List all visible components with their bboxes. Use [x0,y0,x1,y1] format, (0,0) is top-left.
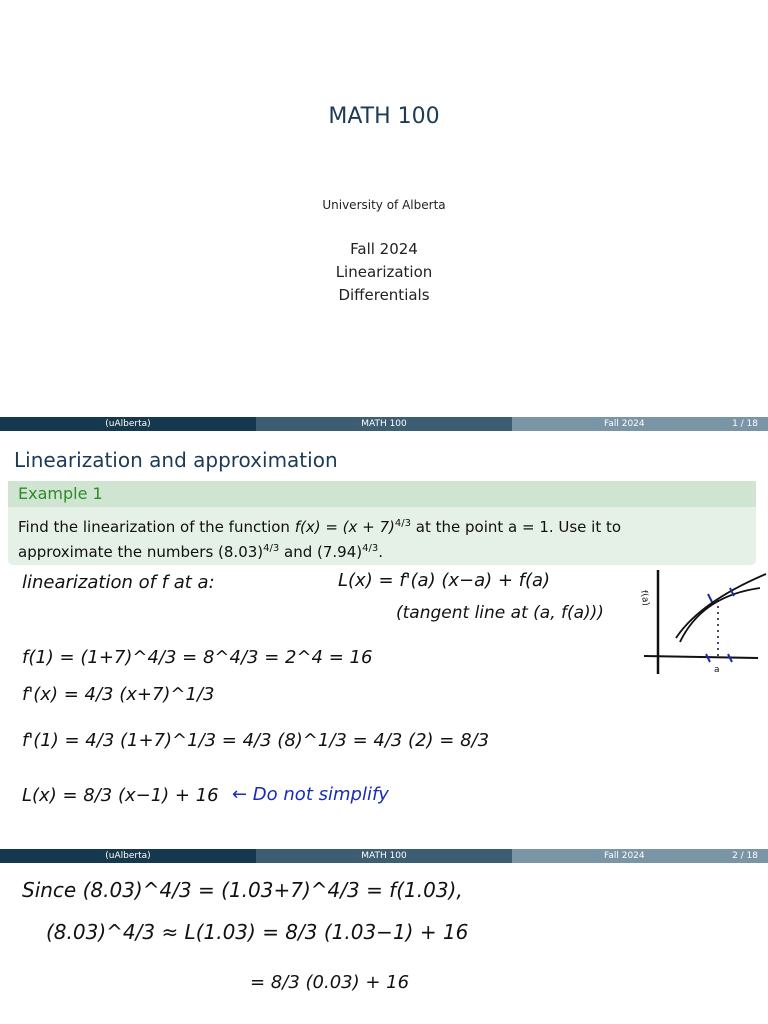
footer-bar-1 [0,417,768,431]
example-line-2: approximate the numbers $(8.03)^{4/3}$ and $(7.94)^{4/3}$. [18,543,383,561]
topic-differentials: Differentials [338,286,430,304]
hw-f-of-1: f(1) = (1+7)^4/3 = 8^4/3 = 2^4 = 16 [22,647,373,668]
footer-term: Fall 2024 [604,851,645,861]
sketch-a-label: a [714,665,720,675]
footer-institution: (uAlberta) [0,417,256,431]
hw-derivative: f'(x) = 4/3 (x+7)^1/3 [22,684,215,705]
footer-course: MATH 100 [256,849,512,863]
term: Fall 2024 [350,240,418,258]
hw-approximation-line: (8.03)^4/3 ≈ L(1.03) = 8/3 (1.03−1) + 16 [46,920,469,944]
sketch-tangent-line [676,574,766,638]
sketch-blue-marks [706,588,734,662]
example-line-1: Find the linearization of the function $f(x) = (x + 7)^{4/3}$ at the point a = 1. Use it to [18,518,622,536]
footer-right [512,849,768,863]
footer-course: MATH 100 [256,417,512,431]
hw-linearization-label: linearization of f at a: [22,572,215,593]
footer-term: Fall 2024 [604,419,645,429]
footer-right [512,417,768,431]
sketch-fa-label: f(a) [638,589,651,607]
tangent-line-sketch [640,566,768,676]
example-body [8,507,756,563]
hw-tangent-line-note: (tangent line at (a, f(a))) [396,603,604,623]
example-block [8,481,756,565]
footer-institution: (uAlberta) [0,849,256,863]
frame-title: Linearization and approximation [14,448,338,472]
hw-derivative-at-1: f'(1) = 4/3 (1+7)^1/3 = 4/3 (8)^1/3 = 4/3 (2) = 8/3 [22,730,490,751]
footer-page-number: 2 / 18 [732,851,758,861]
hw-linearization-formula: L(x) = f'(a) (x−a) + f(a) [338,570,551,591]
institution: University of Alberta [322,198,446,212]
footer-page-number: 1 / 18 [732,419,758,429]
title-subtitle-block [0,238,768,307]
example-title: Example 1 [8,481,756,507]
topic-linearization: Linearization [335,263,433,281]
hw-linearization-result: L(x) = 8/3 (x−1) + 16 [22,785,219,806]
course-title: MATH 100 [328,104,440,129]
hw-since-line: Since (8.03)^4/3 = (1.03+7)^4/3 = f(1.03), [22,878,463,902]
function-expression: f(x) = (x + 7) [294,518,395,536]
hw-approximation-step: = 8/3 (0.03) + 16 [250,972,410,993]
sketch-curve [680,588,760,642]
sketch-x-axis [644,656,758,658]
footer-bar-2 [0,849,768,863]
hw-do-not-simplify-note: ← Do not simplify [232,784,389,805]
